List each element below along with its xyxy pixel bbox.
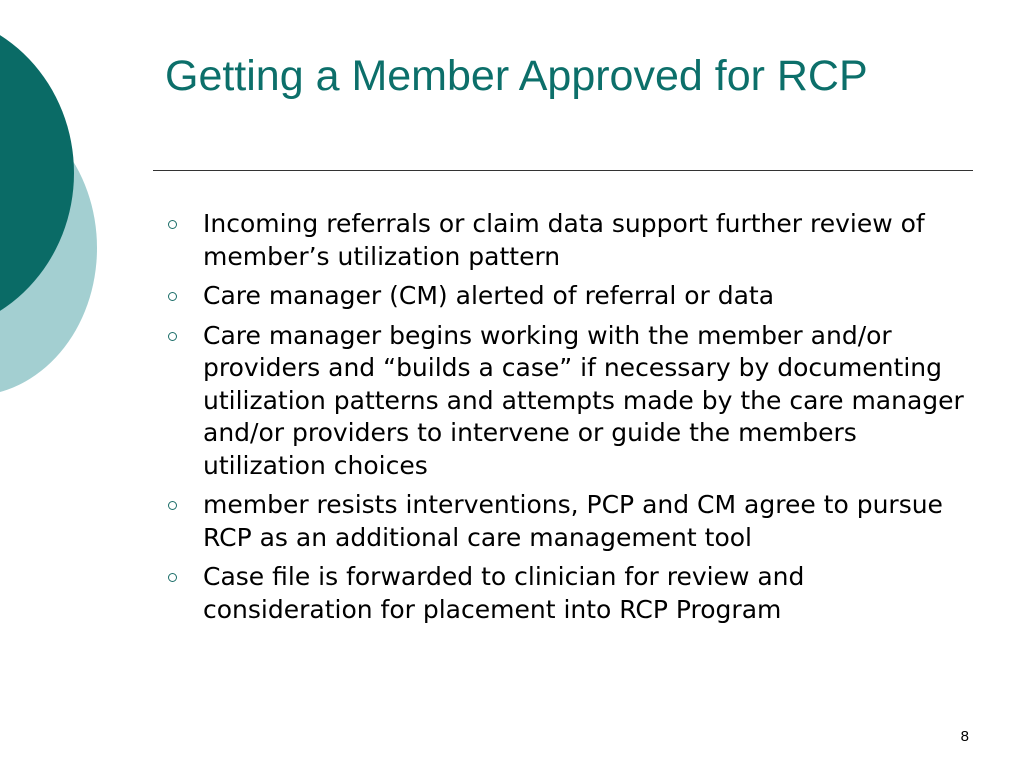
hollow-circle-bullet-icon [168,292,177,301]
bullet-text: Incoming referrals or claim data support further review of member’s utilization pattern [203,209,925,271]
hollow-circle-bullet-icon [168,573,177,582]
hollow-circle-bullet-icon [168,332,177,341]
hollow-circle-bullet-icon [168,501,177,510]
bullet-item [165,280,965,313]
bullet-text: member resists interventions, PCP and CM agree to pursue RCP as an additional care management tool [203,490,943,552]
bullet-item [165,208,965,273]
bullet-item [165,320,965,483]
bullet-text: Case file is forwarded to clinician for review and consideration for placement into RCP Program [203,562,805,624]
title-divider [153,170,973,171]
bullet-item [165,489,965,554]
bullet-text: Care manager (CM) alerted of referral or data [203,281,775,310]
bullet-list [165,208,965,633]
slide-title: Getting a Member Approved for RCP [165,52,868,100]
page-number: 8 [960,728,969,745]
bullet-item [165,561,965,626]
bullet-text: Care manager begins working with the member and/or providers and “builds a case” if necessary by documenting utilization patterns and attempts made by the care manager and/or providers to intervene or guide the members utilization choices [203,320,964,480]
hollow-circle-bullet-icon [168,220,177,229]
